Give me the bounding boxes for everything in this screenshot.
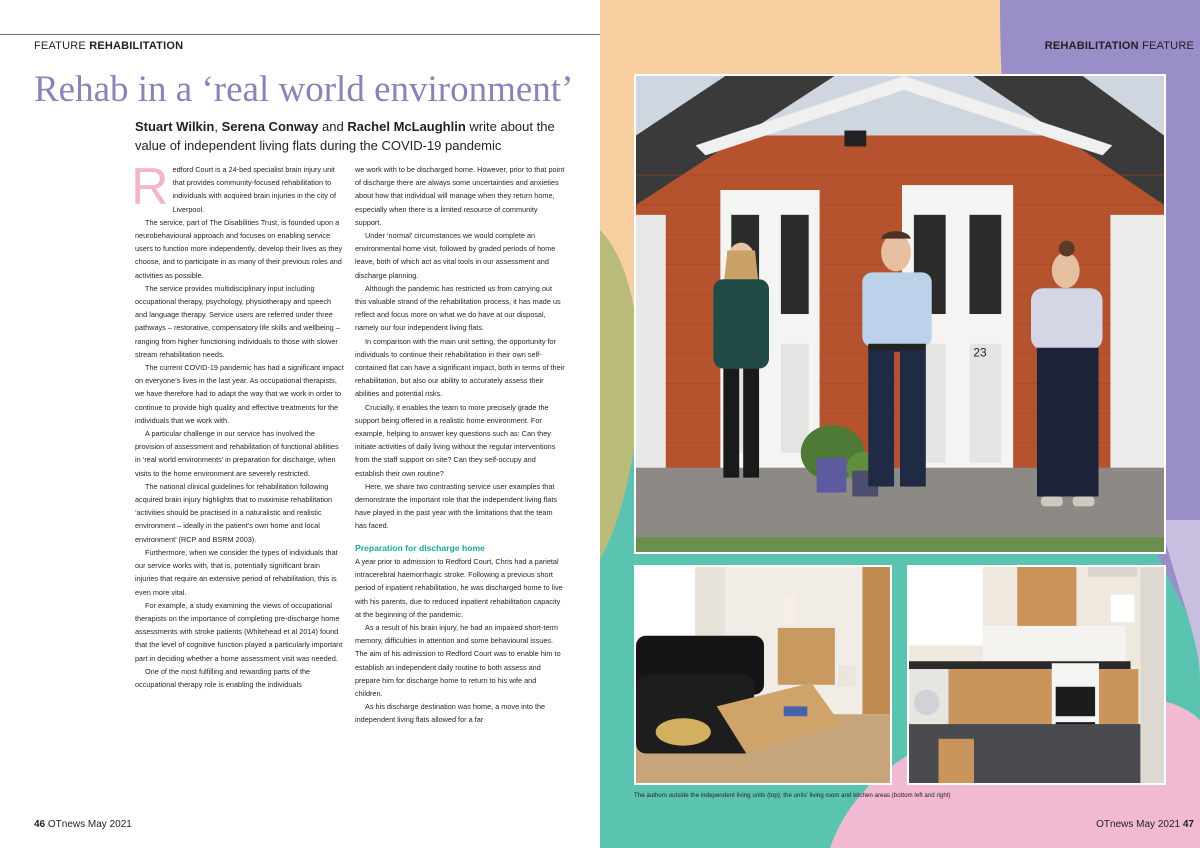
body-paragraph: The current COVID-19 pandemic has had a significant impact on everyone’s lives in the last year. As occupational therapists, we have therefore had to adapt the way that we work in order to continue to provide high quality and effective treatments for the individuals that we work with.	[135, 363, 344, 425]
section-tag-right	[1045, 40, 1194, 52]
door-number: 23	[973, 345, 987, 360]
body-paragraph: The service, part of The Disabilities Trust, is founded upon a neurobehavioural approach and focuses on enabling service users to function more independently, develop their lives as they choose, and to participate in as many of their previous roles and activities as possible.	[135, 217, 343, 280]
page-number: 46	[34, 819, 46, 830]
section-tag-right-section: REHABILITATION	[1044, 40, 1139, 52]
standfirst-separator: and	[318, 119, 348, 134]
folio-text: OTnews May 2021	[1096, 819, 1183, 830]
body-paragraph: Furthermore, when we consider the types of individuals that our service works with, that is, potentially significant brain injuries that require an extensive period of rehabilitation, this is even more vital.	[135, 547, 338, 597]
folio-text: OTnews May 2021	[45, 819, 132, 830]
body-column-1	[131, 158, 345, 691]
section-subheading: Preparation for discharge home	[355, 542, 485, 553]
drop-cap: R	[131, 158, 169, 216]
standfirst	[135, 117, 565, 155]
living-room-illustration	[636, 567, 890, 783]
photo-living-room	[634, 565, 892, 785]
body-paragraph: In comparison with the main unit setting, the opportunity for individuals to continue their rehabilitation in their own self-contained flat can have a significant impact, both in terms of their rehabilitation, but also our ability to accurately assess their abilities and potential risks.	[355, 336, 565, 399]
body-paragraph: For example, a study examining the views of occupational therapists on the importance of completing pre-discharge home assessments with stroke patients (Whitehead et al 2014) found that the level of cognitive function played a particularly important part in deciding whether a home assessment visit was needed.	[135, 600, 343, 663]
body-paragraph: Here, we share two contrasting service user examples that demonstrate the important role that the independent living flats have played in the past year with the limitations that the team has faced.	[355, 481, 558, 531]
body-paragraph: The service provides multidisciplinary input including occupational therapy, psychology, physiotherapy and speech and language therapy. Service users are referred under three pathways – restorative, compensatory life skills and wellbeing – ranging from higher functioning individuals to those with slower stream rehabilitation needs.	[135, 283, 340, 359]
page-number: 47	[1182, 819, 1194, 830]
author-name: Serena Conway	[221, 119, 319, 134]
body-paragraph: As his discharge destination was home, a move into the independent living flats allowed for a far	[355, 702, 546, 725]
body-paragraph: A year prior to admission to Redford Court, Chris had a parietal intracerebral haemorrhagic stroke. Following a previous short period of inpatient rehabilitation, he was discharged home to live with his parents, due to reduced inpatient rehabilitation capacity at the beginning of the pandemic.	[355, 556, 563, 619]
author-name: Stuart Wilkin	[135, 119, 215, 134]
body-paragraph: A particular challenge in our service has involved the provision of assessment and rehabilitation of functional abilities in ‘real world environments’ in preparation for discharge, when visits to the home environment are severely restricted.	[135, 429, 339, 478]
page-folio-left	[34, 819, 132, 830]
page-folio-right	[1096, 819, 1194, 830]
body-paragraph: edford Court is a 24-bed specialist brain injury unit that provides community-focused rehabilitation to individuals with acquired brain injuries in the city of Liverpool.	[172, 165, 337, 214]
section-tag-right-label: FEATURE	[1142, 40, 1194, 52]
standfirst-separator: ,	[214, 119, 222, 134]
photo-caption: The authors outside the independent living units (top); the units’ living room and kitchen areas (bottom left and right)	[634, 792, 951, 799]
section-tag-left	[34, 40, 183, 52]
body-paragraph: we work with to be discharged home. However, prior to that point of discharge there are always some uncertainties and anxieties about how that individual will manage when they return home, especially when there is a limited resource of community support.	[355, 165, 565, 227]
photo-authors-outside-units	[634, 74, 1166, 554]
body-paragraph: One of the most fulfilling and rewarding parts of the occupational therapy role is enabling the individuals	[135, 666, 311, 689]
photo-kitchen	[907, 565, 1166, 785]
standfirst-text: write about the value of independent living flats during the COVID-19 pandemic	[135, 119, 555, 153]
section-tag-left-label: FEATURE	[34, 40, 86, 52]
body-paragraph: As a result of his brain injury, he had an impaired short-term memory, difficulties in attention and some behavioural issues. The aim of his admission to Redford Court was to enable him to establish an independent daily routine to both assess and prepare him for discharge home to return to his wife and children.	[355, 622, 561, 698]
body-paragraph: Although the pandemic has restricted us from carrying out this valuable strand of the rehabilitation process, it has made us reflect and focus more on what we do have at our disposal, namely our four independent living flats.	[355, 283, 561, 333]
author-name: Rachel McLaughlin	[347, 119, 466, 134]
body-column-2	[355, 163, 565, 727]
article-headline: Rehab in a ‘real world environment’	[34, 69, 574, 110]
body-paragraph: The national clinical guidelines for rehabilitation following acquired brain injury highlights that to maximise rehabilitation ‘activities should be practised in a naturalistic and realistic environment – ideally in the patient’s own home and local environment’ (RCP and BSRM 2003).	[135, 481, 333, 544]
authors-photo-illustration	[636, 76, 1164, 552]
body-paragraph: Crucially, it enables the team to more precisely grade the support being offered in a realistic home environment. For example, helping to answer key questions such as: Can they initiate activities of daily living without the regular interventions from the staff support on site? Can they self-occupy and establish their own routine?	[355, 402, 556, 478]
section-tag-left-section: REHABILITATION	[89, 40, 184, 52]
kitchen-illustration	[909, 567, 1164, 783]
body-paragraph: Under ‘normal’ circumstances we would complete an environmental home visit, followed by graded periods of home leave, both of which act as vital tools in our assessment and discharge planning.	[355, 231, 556, 280]
